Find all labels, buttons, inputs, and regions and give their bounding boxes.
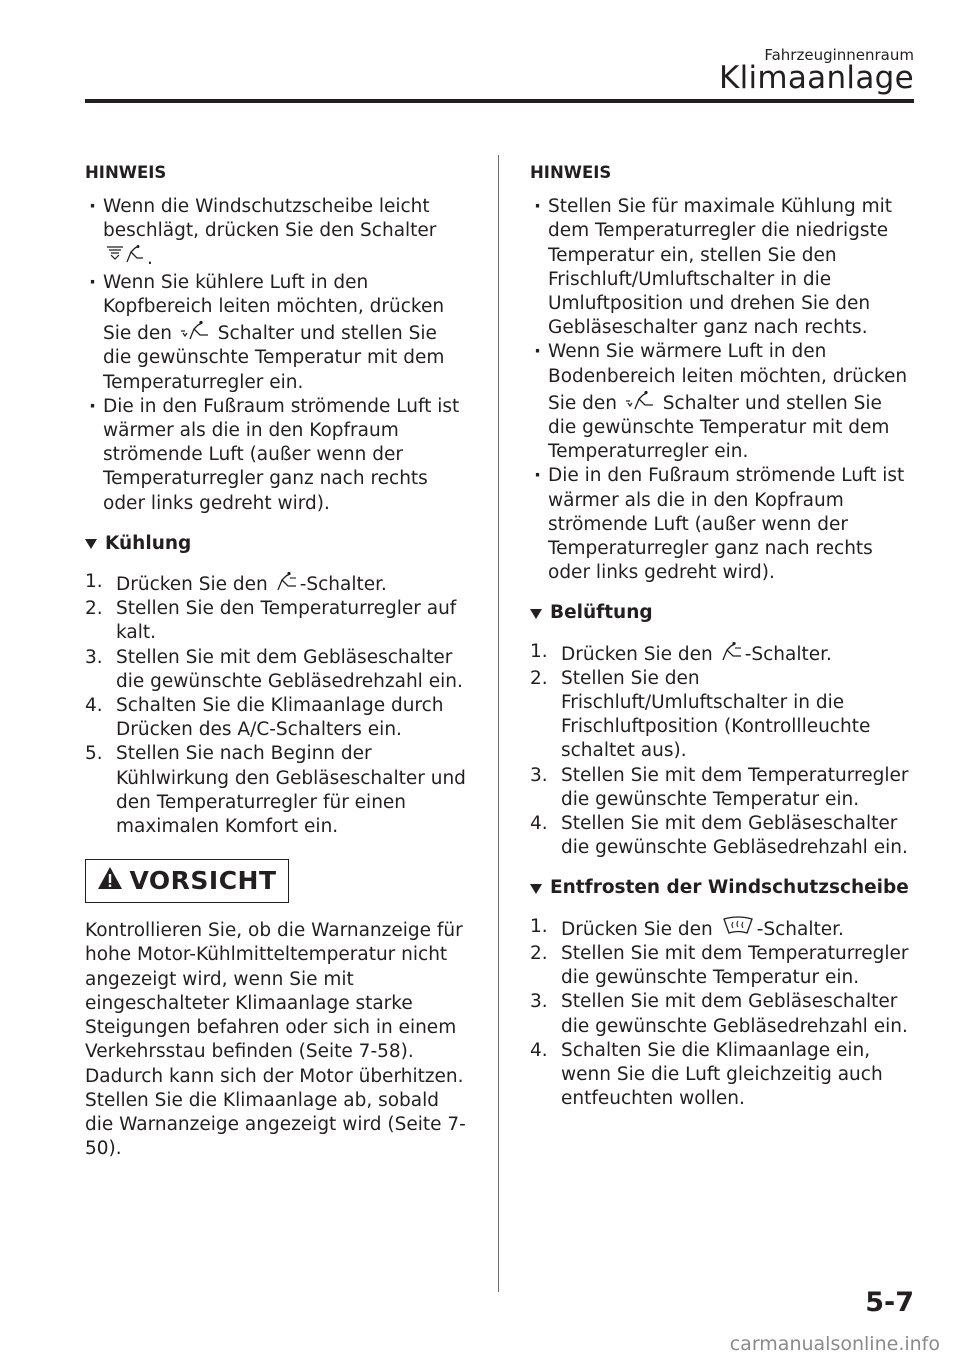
defrost-steps [530,915,914,1112]
step-number: 2. [530,942,548,964]
step-text: Stellen Sie mit dem Gebläseschalter die gewünschte Gebläsedrehzahl ein. [116,646,463,692]
step-text: Stellen Sie mit dem Gebläseschalter die gewünschte Gebläsedrehzahl ein. [561,991,908,1037]
step-text: Stellen Sie den Frischluft/Umluftschalter in die Frischluftposition (Kontrollleuchte schaltet aus). [561,667,871,762]
step-item [530,764,914,812]
section-heading-text: Belüftung [550,602,653,624]
note-item [85,195,469,271]
step-item [85,742,469,839]
section-heading-cooling [85,532,469,556]
step-number: 2. [85,598,103,620]
ventilation-steps [530,640,914,861]
column-divider [498,155,499,1292]
step-number: 4. [530,1039,548,1061]
step-text: Drücken Sie den [561,643,713,665]
step-text: -Schalter. [299,574,387,596]
step-number: 3. [530,991,548,1013]
step-text: Stellen Sie nach Beginn der Kühlwirkung den Gebläseschalter und den Temperaturregler für einen maximalen Komfort ein. [116,743,466,838]
note-label: HINWEIS [85,163,167,182]
step-number: 2. [530,667,548,689]
step-item [530,667,914,764]
page-number: 5-7 [865,1287,914,1318]
step-item [530,1039,914,1112]
caution-label: VORSICHT [129,866,277,896]
step-item [85,694,469,742]
note-text: Schalter und stellen Sie die gewünschte Temperatur mit dem Temperaturregler ein. [548,392,890,463]
step-text: Stellen Sie mit dem Temperaturregler die gewünschte Temperatur ein. [561,942,909,989]
step-text: -Schalter. [756,918,844,940]
step-item [530,640,914,667]
step-number: 1. [85,571,103,593]
note-item [85,271,469,395]
section-heading-text: Entfrosten der Windschutzscheibe [550,877,909,899]
step-text: Schalten Sie die Klimaanlage durch Drücken des A/C-Schalters ein. [116,695,444,741]
triangle-down-icon [85,539,97,549]
face-floor-mode-icon [625,389,655,411]
caution-box [85,859,289,903]
note-item [530,340,914,464]
step-number: 1. [530,915,548,937]
note-item: · Die in den Fußraum strömende Luft ist wärmer als die in den Kopfraum strömende Luft (außer wenn der Temperaturregler ganz nach rechts oder links gedreht wird). [530,464,914,585]
step-text: Drücken Sie den [561,918,713,940]
step-number: 5. [85,743,103,765]
section-heading-text: Kühlung [105,532,192,554]
warning-triangle-icon [97,866,123,897]
step-item [530,990,914,1038]
step-item [530,812,914,860]
note-text: Schalter und stellen Sie die gewünschte Temperatur mit dem Temperaturregler ein. [103,323,445,393]
step-text: Stellen Sie mit dem Temperaturregler die gewünschte Temperatur ein. [561,764,909,810]
defog-floor-mode-icon [105,244,145,266]
note-item: · Stellen Sie für maximale Kühlung mit dem Temperaturregler die niedrigste Temperatur ein, stellen Sie den Frischluft/Umluftschalter in die Umluftposition und drehen Sie den Gebläseschalter ganz nach rechts. [530,195,914,340]
step-item [85,570,469,597]
section-heading-defrost [530,876,914,900]
header-rule [85,99,914,103]
note-label: HINWEIS [530,163,612,182]
step-text: -Schalter. [744,643,832,665]
face-mode-icon [721,640,743,662]
step-number: 4. [530,813,548,835]
step-item [85,646,469,694]
triangle-down-icon [530,884,542,894]
triangle-down-icon [530,609,542,619]
note-text: . [147,247,153,269]
face-mode-icon [276,570,298,592]
cooling-steps [85,570,469,839]
note-text: Wenn Sie wärmere Luft in den Bodenbereich leiten möchten, drücken Sie den [548,341,908,414]
section-heading-ventilation [530,601,914,625]
caution-paragraph: Dadurch kann sich der Motor überhitzen. Stellen Sie die Klimaanlage ab, sobald die Warnanzeige angezeigt wird (Seite 7-50). [85,1065,466,1160]
step-item [530,942,914,990]
step-number: 1. [530,640,548,662]
header-section-label: Fahrzeuginnenraum [764,46,914,64]
caution-paragraph: Kontrollieren Sie, ob die Warnanzeige für hohe Motor-Kühlmitteltemperatur nicht angezeigt wird, wenn Sie mit eingeschalteter Klimaanlage starke Steigungen befahren oder sich in einem Verkehrsstau befinden (Seite 7-58). [85,920,463,1063]
step-number: 4. [85,695,103,717]
header-page-title: Klimaanlage [718,60,914,96]
step-text: Stellen Sie den Temperaturregler auf kalt. [116,598,457,644]
left-column [85,161,469,1161]
right-column [530,161,914,1111]
step-item [85,597,469,645]
face-floor-mode-icon [180,319,210,341]
step-item [530,915,914,942]
step-text: Drücken Sie den [116,574,268,596]
note-text: Wenn die Windschutzscheibe leicht beschlägt, drücken Sie den Schalter [103,196,437,242]
step-text: Stellen Sie mit dem Gebläseschalter die gewünschte Gebläsedrehzahl ein. [561,813,908,859]
note-item: · Die in den Fußraum strömende Luft ist wärmer als die in den Kopfraum strömende Luft (außer wenn der Temperaturregler ganz nach rechts oder links gedreht wird). [85,395,469,516]
step-text: Schalten Sie die Klimaanlage ein, wenn Sie die Luft gleichzeitig auch entfeuchten wollen. [561,1039,883,1110]
note-list [530,195,914,585]
watermark: carmanualsonline.info [729,1333,940,1355]
step-number: 3. [530,764,548,786]
windshield-defrost-icon [721,915,755,937]
note-list [85,195,469,516]
step-number: 3. [85,646,103,668]
note-text: Wenn Sie kühlere Luft in den Kopfbereich leiten möchten, drücken Sie den [103,271,445,345]
